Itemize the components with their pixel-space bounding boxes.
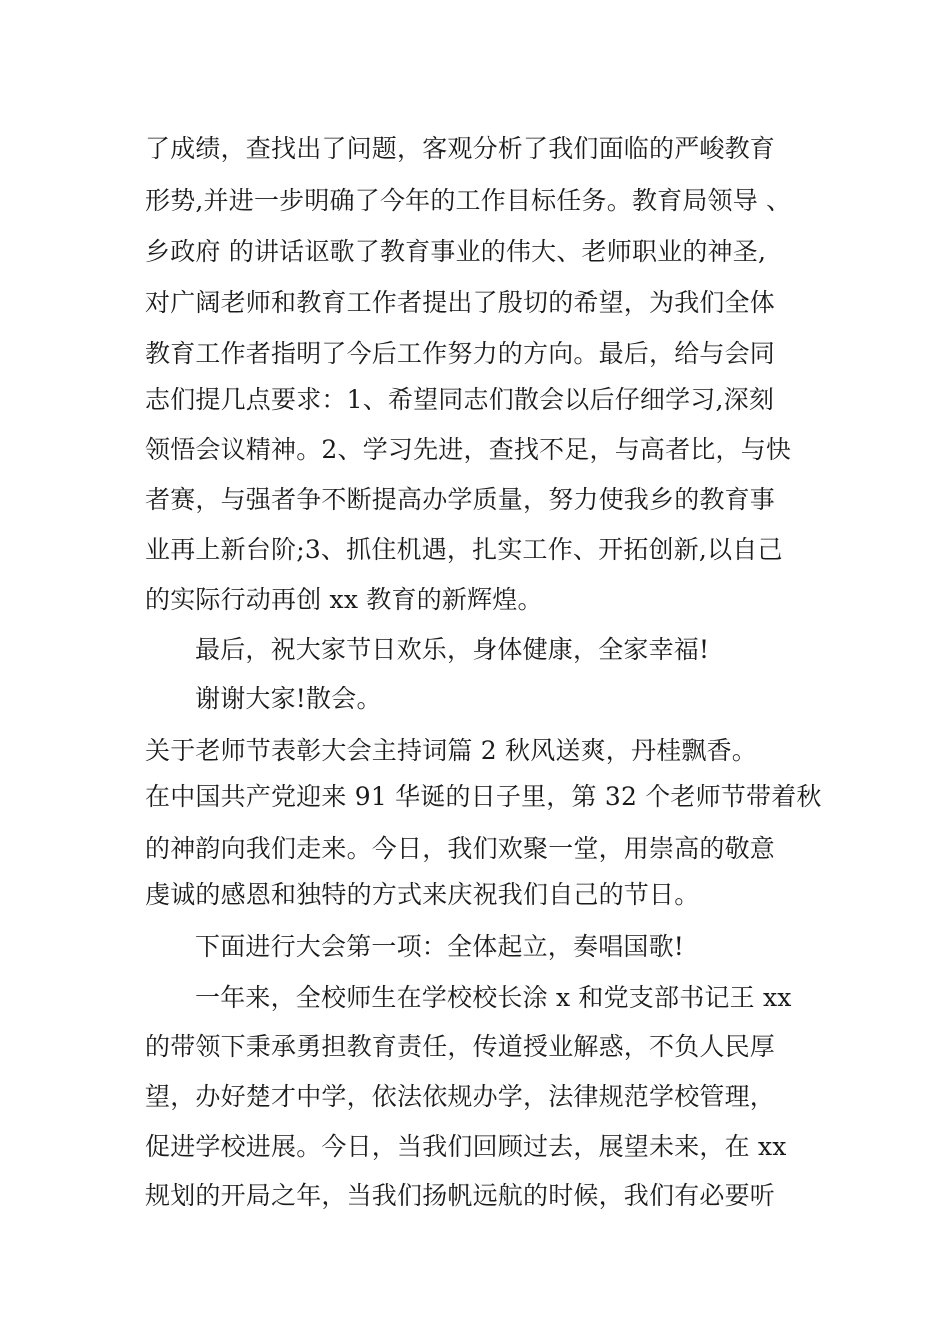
text-line: 望，办好楚才中学，依法依规办学，法律规范学校管理， [145, 1082, 776, 1111]
text-line: 的带领下秉承勇担教育责任，传道授业解惑，不负人民厚 [145, 1032, 776, 1061]
text-line: 的实际行动再创 xx 教育的新辉煌。 [145, 585, 543, 614]
text-line: 促进学校进展。今日，当我们回顾过去，展望未来，在 xx [145, 1132, 787, 1161]
text-line: 志们提几点要求：1、希望同志们散会以后仔细学习,深刻 [145, 385, 775, 414]
text-line: 在中国共产党迎来 91 华诞的日子里，第 32 个老师节带着秋 [145, 782, 822, 811]
text-line: 了成绩，查找出了问题，客观分析了我们面临的严峻教育 [145, 134, 776, 163]
text-line: 乡政府 的讲话讴歌了教育事业的伟大、老师职业的神圣, [145, 237, 767, 266]
text-line: 对广阔老师和教育工作者提出了殷切的希望，为我们全体 [145, 288, 776, 317]
text-line: 下面进行大会第一项：全体起立，奏唱国歌! [195, 932, 685, 961]
text-line: 虔诚的感恩和独特的方式来庆祝我们自己的节日。 [145, 880, 700, 909]
text-line: 领悟会议精神。2、学习先进，查找不足，与高者比，与快 [145, 435, 792, 464]
thanks-line: 谢谢大家!散会。 [195, 684, 382, 713]
text-line: 教育工作者指明了今后工作努力的方向。最后，给与会同 [145, 339, 776, 368]
text-line: 者赛，与强者争不断提高办学质量，努力使我乡的教育事 [145, 485, 776, 514]
text-line: 一年来，全校师生在学校校长涂 x 和党支部书记王 xx [195, 983, 792, 1012]
text-line: 的神韵向我们走来。今日，我们欢聚一堂，用崇高的敬意 [145, 834, 776, 863]
text-line: 规划的开局之年，当我们扬帆远航的时候，我们有必要听 [145, 1181, 776, 1210]
section-heading-line: 关于老师节表彰大会主持词篇 2 秋风送爽，丹桂飘香。 [145, 736, 758, 765]
text-line: 形势,并进一步明确了今年的工作目标任务。教育局领导 、 [145, 186, 792, 215]
text-line: 业再上新台阶;3、抓住机遇，扎实工作、开拓创新,以自己 [145, 535, 783, 564]
closing-line: 最后，祝大家节日欢乐，身体健康，全家幸福! [195, 635, 710, 664]
